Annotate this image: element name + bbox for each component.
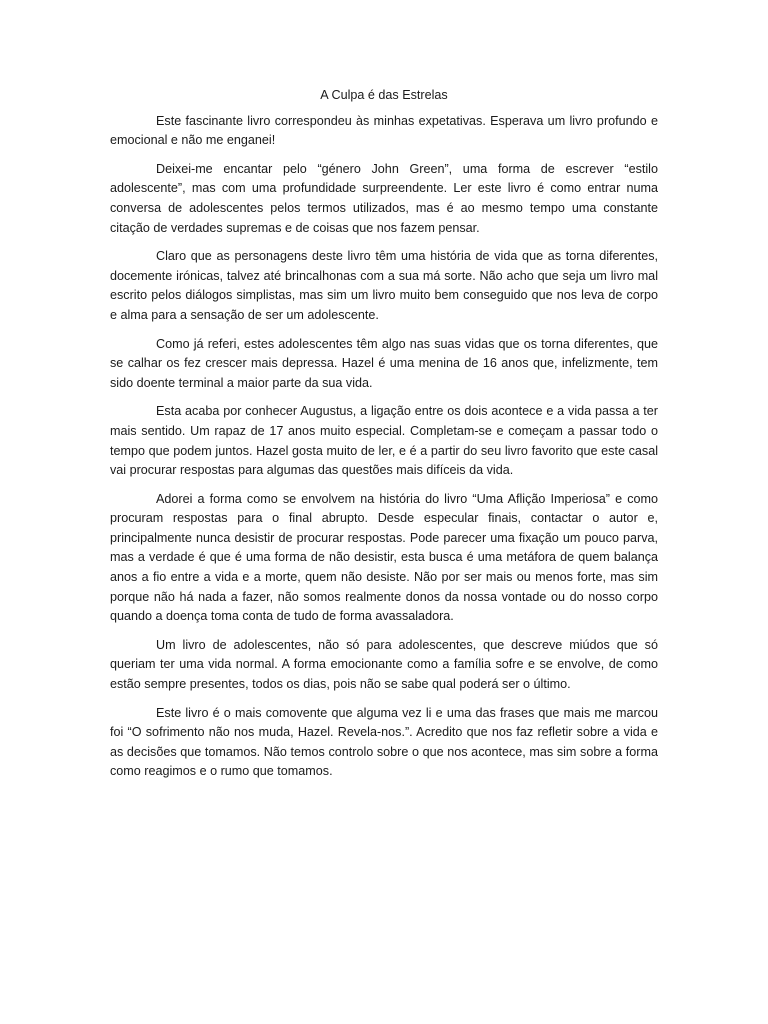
- paragraph-1: Este fascinante livro correspondeu às minhas expetativas. Esperava um livro profundo e emocional e não me enganei!: [110, 113, 658, 148]
- document-title: A Culpa é das Estrelas: [320, 88, 448, 102]
- paragraph-4: Como já referi, estes adolescentes têm algo nas suas vidas que os torna diferentes, que se calhar os fez crescer mais depressa. Hazel é uma menina de 16 anos que, infelizmente, tem sido doente terminal a maior parte da sua vida.: [110, 336, 658, 390]
- paragraph-6: Adorei a forma como se envolvem na história do livro “Uma Aflição Imperiosa” e como procuram respostas para o final abrupto. Desde especular finais, contactar o autor e, principalmente nunca desistir de procurar respostas. Pode parecer uma fixação um pouco parva, mas a verdade é que é uma forma de não desistir, esta busca é uma metáfora de quem balança anos a fio entre a vida e a morte, quem não desiste. Não por ser mais ou menos forte, mas sim porque não há nada a fazer, não somos realmente donos da nossa vontade ou do nosso corpo quando a doença toma conta de tudo de forma avassaladora.: [110, 491, 658, 624]
- document-page: [110, 86, 658, 791]
- paragraph-2: Deixei-me encantar pelo “género John Green”, uma forma de escrever “estilo adolescente”, mas com uma profundidade surpreendente. Ler este livro é como entrar numa conversa de adolescentes pelos termos utilizados, mas é ao mesmo tempo uma constante citação de verdades supremas e de coisas que nos fazem pensar.: [110, 161, 658, 235]
- paragraph-3: Claro que as personagens deste livro têm uma história de vida que as torna diferentes, docemente irónicas, talvez até brincalhonas com a sua má sorte. Não acho que seja um livro mal escrito pelos diálogos simplistas, mas sim um livro muito bem conseguido que nos leva de corpo e alma para a sensação de ser um adolescente.: [110, 249, 658, 322]
- paragraph-5: Esta acaba por conhecer Augustus, a ligação entre os dois acontece e a vida passa a ter mais sentido. Um rapaz de 17 anos muito especial. Completam-se e começam a passar todo o tempo que podem juntos. Hazel gosta muito de ler, e é a partir do seu livro favorito que este casal vai procurar respostas para algumas das questões mais difíceis da vida.: [110, 404, 658, 478]
- paragraph-8: Este livro é o mais comovente que alguma vez li e uma das frases que mais me marcou foi “O sofrimento não nos muda, Hazel. Revela-nos.”. Acredito que nos faz refletir sobre a vida e as decisões que tomamos. Não temos controlo sobre o que nos acontece, mas sim sobre a forma como reagimos e o rumo que tomamos.: [110, 705, 658, 779]
- paragraph-7: Um livro de adolescentes, não só para adolescentes, que descreve miúdos que só queriam ter uma vida normal. A forma emocionante como a família sofre e se envolve, de como estão sempre presentes, todos os dias, pois não se sabe qual poderá ser o último.: [110, 637, 658, 692]
